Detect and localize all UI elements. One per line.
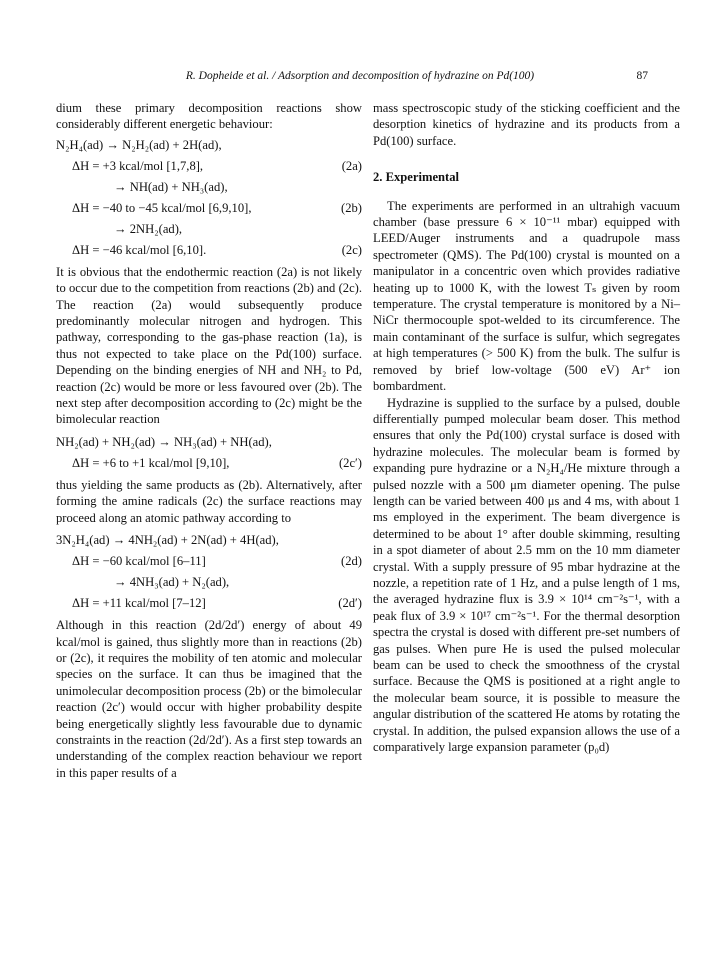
section-heading: 2. Experimental <box>373 170 460 185</box>
paragraph: dium these primary decomposition reactions show considerably different energetic behaviour: <box>56 101 362 132</box>
reaction-2d: 3N₂H₄(ad) → 4NH₂(ad) + 2N(ad) + 4H(ad), <box>56 533 279 548</box>
reaction-2d-prime: → 4NH₃(ad) + N₂(ad), <box>114 575 230 590</box>
enthalpy-2a: ΔH = +3 kcal/mol [1,7,8], <box>72 158 204 173</box>
enthalpy-2c-prime: ΔH = +6 to +1 kcal/mol [9,10], <box>72 455 230 470</box>
equation-line <box>56 530 362 551</box>
equation-label-2b: (2b) <box>341 200 362 215</box>
equation-line <box>56 240 362 261</box>
equation-line <box>56 135 362 156</box>
running-head <box>0 70 720 88</box>
reaction-2b: → NH(ad) + NH₃(ad), <box>114 179 228 194</box>
paragraph: Although in this reaction (2d/2d′) energy of about 49 kcal/mol is gained, thus slightly more than in reactions (2b) or (2c), it requires the mobility of ten atomic and molecular species on the surface. It can thus be imagined that the unimolecular decomposition process (2b) or the bimolecular reaction (2c′) would occur with higher probability despite being energetically slightly less favourable due to dynamic constraints in the reaction (2d/2d′). As a first step towards an understanding of the complex reaction behaviour we report in this paper results of a <box>56 618 362 780</box>
paragraph: Hydrazine is supplied to the surface by a pulsed, double differentially pumped molecular beam doser. This method ensures that only the Pd(100) crystal surface is dosed with hydrazine molecules. The molecular beam is formed by expanding pure hydrazine or a N₂H₄/He mixture through a pulsed nozzle with a 500 μm diameter opening. The pulse length can be varied between 400 μs and 4 ms, with about 1 ms employed in the experiment. The beam divergence is determined to be about 1° after double skimming, resulting in a spot diameter of about 2.5 mm on the 10 mm diameter crystal. With a supply pressure of 95 mbar hydrazine at the nozzle, a repetition rate of 1 Hz, and a pulse length of 1 ms, the averaged hydrazine flux is 3.9 × 10¹⁴ cm⁻²s⁻¹, with a peak flux of 3.9 × 10¹⁷ cm⁻²s⁻¹. For the thermal desorption spectra the crystal is dosed with different pre-set numbers of gas pulses. When pure He is used the pulsed molecular beam can be used to check the smoothness of the crystal surface. Because the QMS is positioned at a right angle to the molecular beam source, it is possible to measure the angular distribution of the scattered He atoms by rotating the crystal. In addition, the pulsed expansion allows the use of a comparatively large expansion parameter (p₀d) <box>373 395 680 755</box>
left-column <box>56 100 362 781</box>
paragraph: thus yielding the same products as (2b). Alternatively, after forming the amine radicals (2c) the surface reactions may proceed along an atomic pathway according to <box>56 477 362 525</box>
reaction-2c-prime: NH₂(ad) + NH₂(ad) → NH₃(ad) + NH(ad), <box>56 434 272 449</box>
enthalpy-2b: ΔH = −40 to −45 kcal/mol [6,9,10], <box>72 200 252 215</box>
paragraph: The experiments are performed in an ultrahigh vacuum chamber (base pressure 6 × 10⁻¹¹ mbar) equipped with LEED/Auger instruments and a quadrupole mass spectrometer (QMS). The Pd(100) crystal is mounted on a manipulator in a concentric oven which provides radiative heating up to 1000 K, with the lowest Tₛ given by room temperature. The crystal temperature is monitored by a Ni–NiCr thermocouple spot-welded to its circumference. The main contaminant of the surface is sulfur, which segregates at high temperatures (> 500 K) from the bulk. The sulfur is removed by brief low-voltage (500 eV) Ar⁺ ion bombardment. <box>373 198 680 394</box>
paragraph: It is obvious that the endothermic reaction (2a) is not likely to occur due to the competition from reactions (2b) and (2c). The reaction (2a) would subsequently produce predominantly molecular nitrogen and hydrogen. This pathway, corresponding to the gas-phase reaction (1a), is thus not expected to take place on the Pd(100) surface. Depending on the binding energies of NH and NH₂ to Pd, reaction (2c) would be more or less favoured over (2b). The next step after decomposition according to (2c) might be the bimolecular reaction <box>56 264 362 427</box>
equation-line <box>56 572 362 593</box>
equation-line <box>56 453 362 474</box>
equation-line <box>56 432 362 453</box>
enthalpy-2d-prime: ΔH = +11 kcal/mol [7–12] <box>72 596 206 611</box>
equation-line <box>56 551 362 572</box>
equation-line <box>56 177 362 198</box>
equation-line <box>56 219 362 240</box>
equation-line <box>56 198 362 219</box>
enthalpy-2d: ΔH = −60 kcal/mol [6–11] <box>72 554 206 569</box>
equation-label-2d: (2d) <box>341 554 362 569</box>
reaction-2c: → 2NH₂(ad), <box>114 221 183 236</box>
right-column <box>373 100 680 755</box>
enthalpy-2c: ΔH = −46 kcal/mol [6,10]. <box>72 242 207 257</box>
running-head-title: R. Dopheide et al. / Adsorption and decomposition of hydrazine on Pd(100) <box>185 70 535 82</box>
equation-line <box>56 156 362 177</box>
equation-label-2c-prime: (2c′) <box>338 455 362 470</box>
equation-line <box>56 593 362 614</box>
equation-label-2c: (2c) <box>341 242 362 257</box>
equation-label-2a: (2a) <box>341 158 362 173</box>
paragraph: mass spectroscopic study of the sticking coefficient and the desorption kinetics of hydrazine and its products from a Pd(100) surface. <box>373 101 680 148</box>
reaction-2: N₂H₄(ad) → N₂H₂(ad) + 2H(ad), <box>56 137 222 152</box>
equation-label-2d-prime: (2d′) <box>338 596 362 611</box>
page-number: 87 <box>636 70 648 82</box>
